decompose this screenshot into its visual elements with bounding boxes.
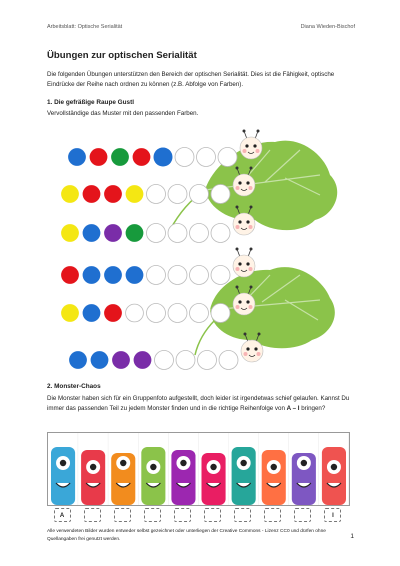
monster-piece[interactable] <box>108 433 138 505</box>
monster-strip <box>47 432 350 506</box>
answer-box[interactable] <box>294 508 311 522</box>
answer-box[interactable] <box>114 508 131 522</box>
empty-bead[interactable] <box>218 148 237 167</box>
answer-box[interactable]: I <box>324 508 341 522</box>
bead-blue <box>91 351 109 369</box>
bead-blue <box>68 148 86 166</box>
empty-bead[interactable] <box>190 185 209 204</box>
empty-bead[interactable] <box>147 304 166 323</box>
answer-boxes <box>47 508 348 524</box>
bead-blue <box>154 148 173 167</box>
empty-bead[interactable] <box>211 304 230 323</box>
answer-box[interactable] <box>174 508 191 522</box>
bead-green <box>111 148 129 166</box>
empty-bead[interactable] <box>219 351 238 370</box>
empty-bead[interactable] <box>190 304 209 323</box>
bead-purple <box>104 224 122 242</box>
monster-piece[interactable] <box>199 433 229 505</box>
monster-pieces <box>48 433 349 505</box>
empty-bead[interactable] <box>168 304 187 323</box>
answer-box[interactable] <box>204 508 221 522</box>
footer-note: Alle verwendeten Bilder wurden entweder selbst gezeichnet oder unterliegen der Creative Commons - Lizenz CC0 und dürfen ohne Quellangaben frei genutzt werden. <box>47 529 326 542</box>
empty-bead[interactable] <box>168 266 187 285</box>
bead-purple <box>112 351 130 369</box>
page-title: Übungen zur optischen Serialität <box>47 50 197 61</box>
empty-bead[interactable] <box>190 266 209 285</box>
monster-piece[interactable] <box>319 433 349 505</box>
caterpillar-row <box>61 248 255 285</box>
section1-instruction: Vervollständige das Muster mit den passenden Farben. <box>47 110 199 117</box>
bead-blue <box>69 351 87 369</box>
empty-bead[interactable] <box>147 224 166 243</box>
bead-blue <box>104 266 122 284</box>
caterpillar-exercise <box>0 120 400 380</box>
caterpillar-head <box>240 130 262 160</box>
section1-heading: 1. Die gefräßige Raupe Gustl <box>47 99 135 106</box>
empty-bead[interactable] <box>168 185 187 204</box>
bead-yellow <box>126 185 144 203</box>
bead-blue <box>83 304 101 322</box>
section2-heading: 2. Monster-Chaos <box>47 383 101 390</box>
section2-text-body: Die Monster haben sich für ein Gruppenfoto aufgestellt, doch leider ist irgendetwas schief gelaufen. Kannst Du immer das passenden Teil zu jedem Monster finden und in die richtige Reihenfolge von A – I bringen? <box>47 395 350 412</box>
section2-text <box>47 394 357 413</box>
answer-box[interactable] <box>264 508 281 522</box>
bead-green <box>126 224 144 242</box>
empty-bead[interactable] <box>211 185 230 204</box>
empty-bead[interactable] <box>190 224 209 243</box>
header-right: Diana Wieden-Bischof <box>300 24 355 30</box>
bead-red <box>83 185 101 203</box>
bead-red <box>104 185 122 203</box>
empty-bead[interactable] <box>155 351 174 370</box>
empty-bead[interactable] <box>197 148 216 167</box>
empty-bead[interactable] <box>211 224 230 243</box>
intro-text: Die folgenden Übungen unterstützen den Bereich der optischen Serialität. Dies ist die Fähigkeit, optische Eindrücke der Reihe nach ordnen zu können (z.B. Abfolge von Farben). <box>47 71 335 88</box>
bead-yellow <box>61 185 79 203</box>
header-left: Arbeitsblatt: Optische Serialität <box>47 24 123 30</box>
empty-bead[interactable] <box>211 266 230 285</box>
bead-blue <box>83 224 101 242</box>
bead-red <box>133 148 151 166</box>
empty-bead[interactable] <box>198 351 217 370</box>
empty-bead[interactable] <box>176 351 195 370</box>
empty-bead[interactable] <box>168 224 187 243</box>
caterpillar-row <box>68 130 262 167</box>
bead-red <box>104 304 122 322</box>
bead-blue <box>83 266 101 284</box>
monster-piece[interactable] <box>168 433 198 505</box>
monster-piece[interactable] <box>138 433 168 505</box>
bead-red <box>61 266 79 284</box>
caterpillar-head <box>233 248 255 278</box>
monster-piece[interactable] <box>289 433 319 505</box>
monster-piece[interactable] <box>259 433 289 505</box>
bead-blue <box>126 266 144 284</box>
bold-range: A – I <box>286 404 300 412</box>
empty-bead[interactable] <box>147 266 166 285</box>
empty-bead[interactable] <box>147 185 166 204</box>
empty-bead[interactable] <box>126 304 144 322</box>
page-number: 1 <box>350 533 354 540</box>
monster-piece[interactable] <box>78 433 108 505</box>
answer-box[interactable] <box>234 508 251 522</box>
caterpillar-row <box>69 333 263 370</box>
monster-piece[interactable] <box>48 433 78 505</box>
bead-yellow <box>61 224 79 242</box>
monster-piece[interactable] <box>229 433 259 505</box>
answer-box[interactable]: A <box>54 508 71 522</box>
bead-purple <box>134 351 152 369</box>
answer-box[interactable] <box>84 508 101 522</box>
empty-bead[interactable] <box>175 148 194 167</box>
bead-red <box>90 148 108 166</box>
answer-box[interactable] <box>144 508 161 522</box>
bead-yellow <box>61 304 79 322</box>
